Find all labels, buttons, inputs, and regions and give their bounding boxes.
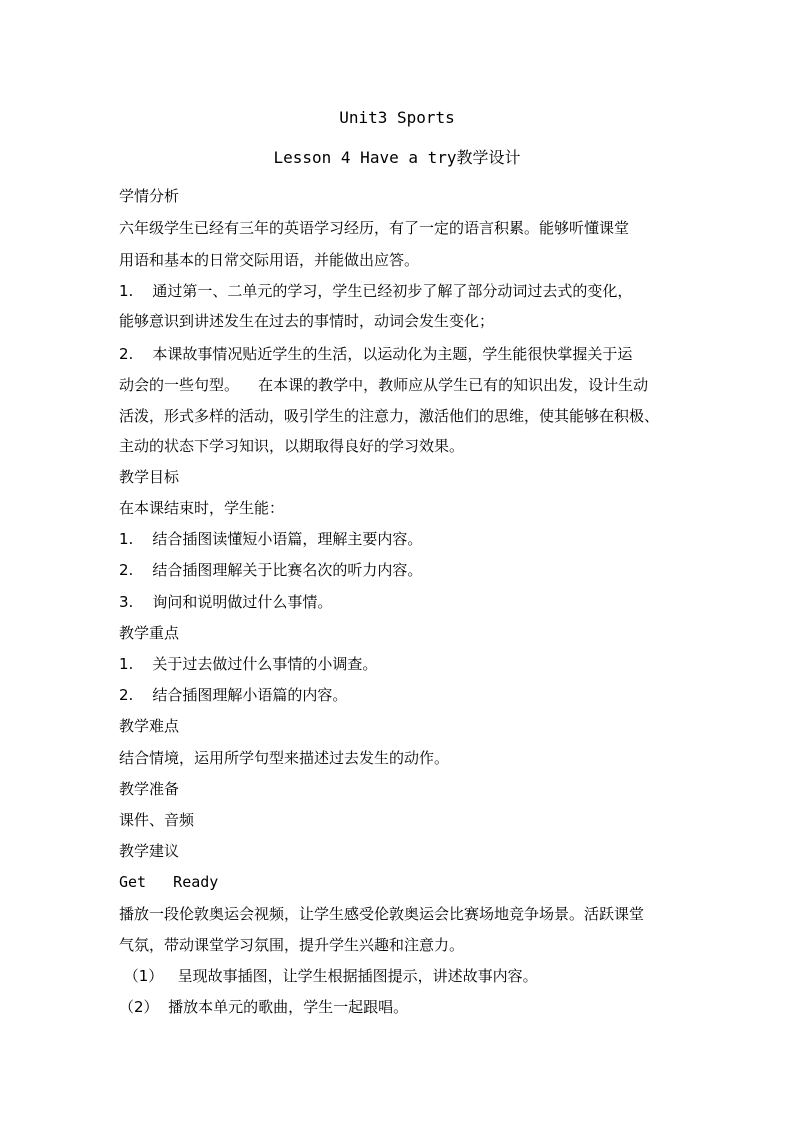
paragraph-line: 在本课结束时，学生能： [119, 499, 285, 517]
list-item-line: 3. 询问和说明做过什么事情。 [119, 593, 333, 611]
section-heading: 教学目标 [119, 468, 180, 486]
paragraph-line: 气氛，带动课堂学习氛围，提升学生兴趣和注意力。 [119, 936, 465, 954]
list-item-line: 1. 结合插图读懂短小语篇，理解主要内容。 [119, 530, 423, 548]
list-item-line: 2. 本课故事情况贴近学生的生活，以运动化为主题，学生能很快掌握关于运 [119, 345, 633, 363]
paragraph-line: 主动的状态下学习知识，以期取得良好的学习效果。 [119, 437, 465, 455]
paragraph-line: 六年级学生已经有三年的英语学习经历，有了一定的语言积累。能够听懂课堂 [119, 219, 630, 237]
section-heading: 教学准备 [119, 780, 180, 798]
paragraph-line: 课件、音频 [119, 811, 195, 829]
section-heading: 教学难点 [119, 717, 180, 735]
section-heading: 教学建议 [119, 842, 180, 860]
document-title-lesson: Lesson 4 Have a try教学设计 [273, 148, 521, 167]
list-item-line: 1. 关于过去做过什么事情的小调查。 [119, 655, 378, 673]
section-heading: 学情分析 [119, 187, 180, 205]
paragraph-line: 用语和基本的日常交际用语，并能做出应答。 [119, 251, 420, 269]
paragraph-line: 动会的一些句型。 在本课的教学中，教师应从学生已有的知识出发，设计生动 [119, 376, 649, 394]
subsection-heading: Get Ready [119, 873, 219, 891]
list-item-line: 2. 结合插图理解小语篇的内容。 [119, 686, 348, 704]
list-item-line: 2. 结合插图理解关于比赛名次的听力内容。 [119, 561, 423, 579]
list-item-line: （2） 播放本单元的歌曲，学生一起跟唱。 [119, 998, 409, 1016]
paragraph-line: 活泼，形式多样的活动，吸引学生的注意力，激活他们的思维，使其能够在积极、 [119, 407, 660, 425]
section-heading: 教学重点 [119, 624, 180, 642]
paragraph-line: 能够意识到讲述发生在过去的事情时，动词会发生变化； [119, 312, 495, 330]
paragraph-line: 播放一段伦敦奥运会视频，让学生感受伦敦奥运会比赛场地竞争场景。活跃课堂 [119, 905, 645, 923]
list-item-line: （1） 呈现故事插图，让学生根据插图提示，讲述故事内容。 [119, 967, 538, 985]
list-item-line: 1. 通过第一、二单元的学习，学生已经初步了解了部分动词过去式的变化， [119, 282, 633, 300]
document-title-unit: Unit3 Sports [339, 108, 455, 127]
paragraph-line: 结合情境，运用所学句型来描述过去发生的动作。 [119, 749, 450, 767]
